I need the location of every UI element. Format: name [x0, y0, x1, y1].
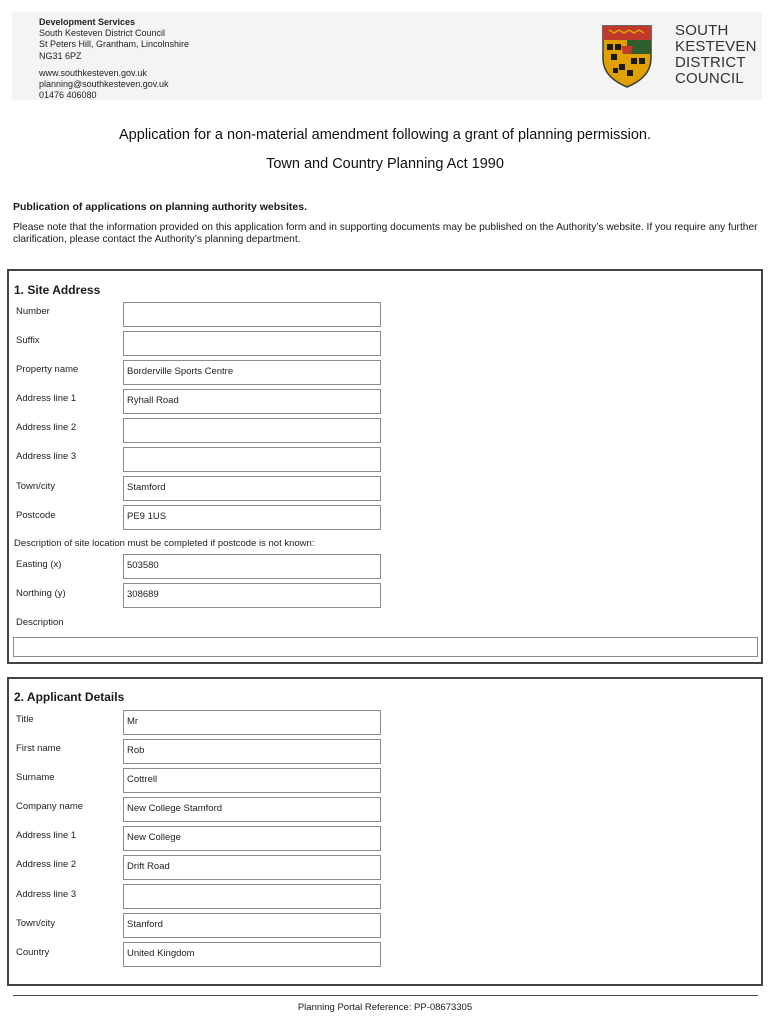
description-label: Description: [16, 617, 64, 628]
northing-field[interactable]: 308689: [123, 583, 381, 608]
address-line: South Kesteven District Council: [39, 28, 166, 39]
easting-label: Easting (x): [16, 559, 62, 570]
address-line-3-label: Address line 3: [16, 451, 77, 462]
town-city-label: Town/city: [16, 481, 56, 492]
footer-divider: [13, 995, 758, 996]
site-address-section: [7, 269, 763, 664]
country-label: Country: [16, 947, 50, 958]
northing-label: Northing (y): [16, 588, 66, 599]
first-name-field[interactable]: Rob: [123, 739, 381, 764]
description-field[interactable]: [13, 637, 758, 657]
address-line-1-field[interactable]: New College: [123, 826, 381, 851]
title-label: Title: [16, 714, 34, 725]
number-label: Number: [16, 306, 50, 317]
publication-heading: Publication of applications on planning authority websites.: [13, 201, 308, 213]
easting-field[interactable]: 503580: [123, 554, 381, 579]
document-subtitle: Town and Country Planning Act 1990: [266, 156, 504, 172]
number-field[interactable]: [123, 302, 381, 327]
address-line: NG31 6PZ: [39, 50, 82, 61]
section-title: 1. Site Address: [14, 283, 101, 297]
council-name-wordmark: SOUTH KESTEVEN DISTRICT COUNCIL: [675, 22, 757, 87]
first-name-label: First name: [16, 743, 61, 754]
publication-note: Please note that the information provided on this application form and in supporting documents may be published on the Authority’s website. If you require any further clarification, please contact the Authority’s planning department.: [13, 222, 758, 245]
council-email: planning@southkesteven.gov.uk: [39, 79, 169, 90]
council-crest-icon: [601, 24, 653, 88]
council-phone: 01476 406080: [39, 90, 97, 101]
address-line-2-label: Address line 2: [16, 422, 77, 433]
postcode-label: Postcode: [16, 510, 56, 521]
company-name-field[interactable]: New College Stamford: [123, 797, 381, 822]
title-field[interactable]: Mr: [123, 710, 381, 735]
site-location-note: Description of site location must be completed if postcode is not known:: [14, 538, 315, 549]
address-line-2-field[interactable]: Drift Road: [123, 855, 381, 880]
town-city-field[interactable]: Stanford: [123, 913, 381, 938]
council-address-block: [39, 17, 189, 101]
council-website: www.southkesteven.gov.uk: [39, 67, 147, 78]
address-line-1-label: Address line 1: [16, 830, 77, 841]
applicant-details-section: [7, 677, 763, 986]
planning-portal-reference: Planning Portal Reference: PP-08673305: [297, 1002, 473, 1013]
town-city-label: Town/city: [16, 918, 56, 929]
suffix-field[interactable]: [123, 331, 381, 356]
surname-label: Surname: [16, 772, 55, 783]
address-line-2-label: Address line 2: [16, 859, 77, 870]
address-line: St Peters Hill, Grantham, Lincolnshire: [39, 39, 190, 50]
address-line-3-field[interactable]: [123, 447, 381, 472]
address-line-3-label: Address line 3: [16, 889, 77, 900]
town-city-field[interactable]: Stamford: [123, 476, 381, 501]
document-title: Application for a non-material amendment following a grant of planning permission.: [119, 127, 651, 143]
suffix-label: Suffix: [16, 335, 40, 346]
address-line-1-field[interactable]: Ryhall Road: [123, 389, 381, 414]
address-line-1-label: Address line 1: [16, 393, 77, 404]
property-name-label: Property name: [16, 364, 79, 375]
property-name-field[interactable]: Borderville Sports Centre: [123, 360, 381, 385]
section-title: 2. Applicant Details: [14, 690, 125, 704]
address-line-3-field[interactable]: [123, 884, 381, 909]
surname-field[interactable]: Cottrell: [123, 768, 381, 793]
company-name-label: Company name: [16, 801, 84, 812]
department-name: Development Services: [39, 17, 136, 27]
postcode-field[interactable]: PE9 1US: [123, 505, 381, 530]
address-line-2-field[interactable]: [123, 418, 381, 443]
country-field[interactable]: United Kingdom: [123, 942, 381, 967]
